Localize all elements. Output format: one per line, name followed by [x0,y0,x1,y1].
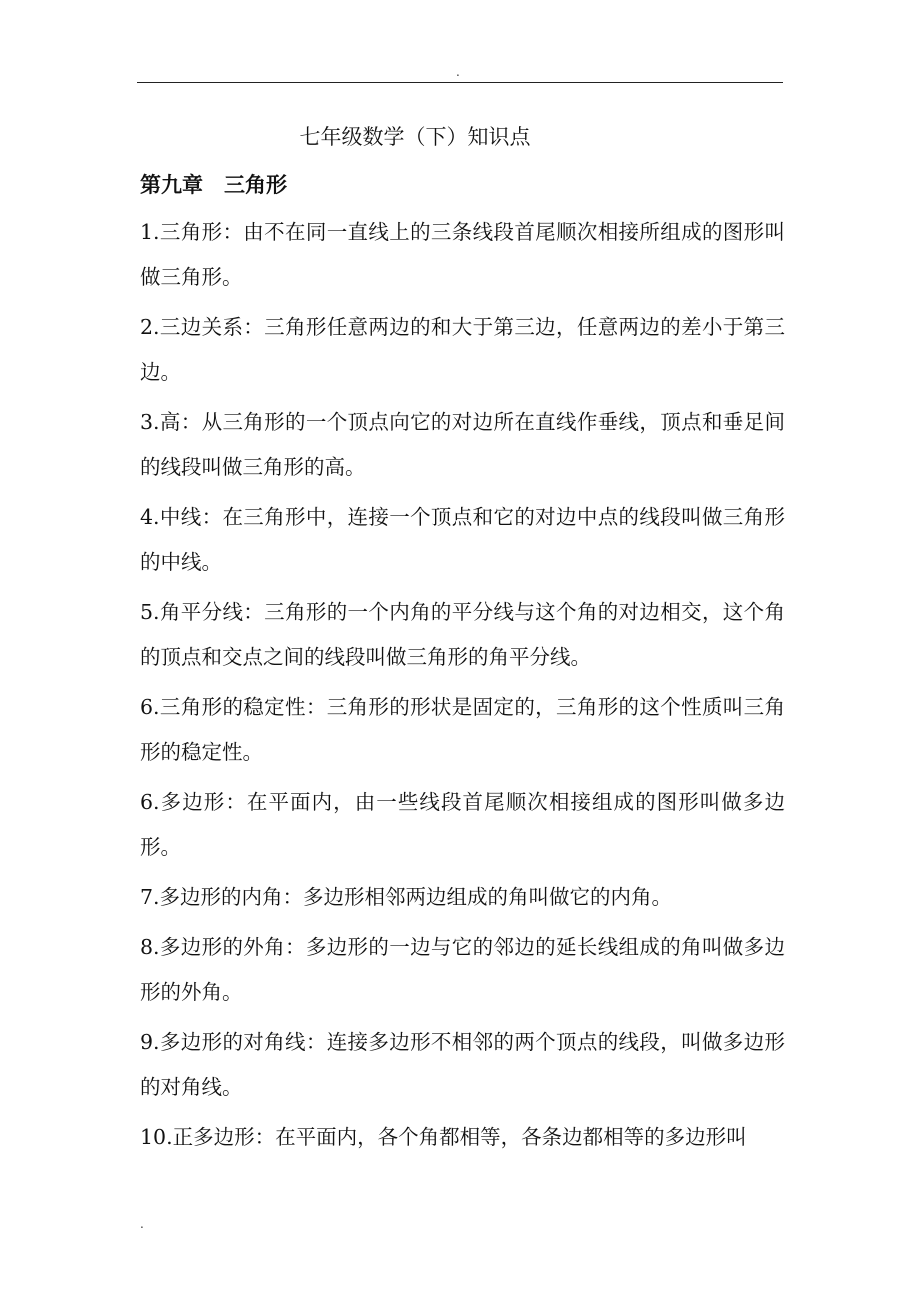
knowledge-point-7: 7.多边形的内角：多边形相邻两边组成的角叫做它的内角。 [140,885,673,909]
knowledge-point-list [140,210,785,1165]
knowledge-point-9: 9.多边形的对角线：连接多边形不相邻的两个顶点的线段，叫做多边形的对角线。 [140,1030,785,1099]
footer-dot: . [140,1217,144,1231]
knowledge-point-6b: 6.多边形：在平面内，由一些线段首尾顺次相接组成的图形叫做多边形。 [140,790,785,859]
knowledge-point-2: 2.三边关系：三角形任意两边的和大于第三边，任意两边的差小于第三边。 [140,315,785,384]
header-rule [137,82,783,83]
header-dot: . [456,65,460,79]
knowledge-point-4: 4.中线：在三角形中，连接一个顶点和它的对边中点的线段叫做三角形的中线。 [140,505,785,574]
knowledge-point-6: 6.三角形的稳定性：三角形的形状是固定的，三角形的这个性质叫三角形的稳定性。 [140,695,785,764]
knowledge-point-3: 3.高：从三角形的一个顶点向它的对边所在直线作垂线，顶点和垂足间的线段叫做三角形的高。 [140,410,785,479]
knowledge-point-5: 5.角平分线：三角形的一个内角的平分线与这个角的对边相交，这个角的顶点和交点之间的线段叫做三角形的角平分线。 [140,600,785,669]
knowledge-point-8: 8.多边形的外角：多边形的一边与它的邻边的延长线组成的角叫做多边形的外角。 [140,935,785,1004]
chapter-heading: 第九章 三角形 [140,173,287,197]
page-title: 七年级数学（下）知识点 [299,125,531,149]
knowledge-point-10: 10.正多边形：在平面内，各个角都相等，各条边都相等的多边形叫 [140,1125,747,1149]
knowledge-point-1: 1.三角形：由不在同一直线上的三条线段首尾顺次相接所组成的图形叫做三角形。 [140,220,785,289]
